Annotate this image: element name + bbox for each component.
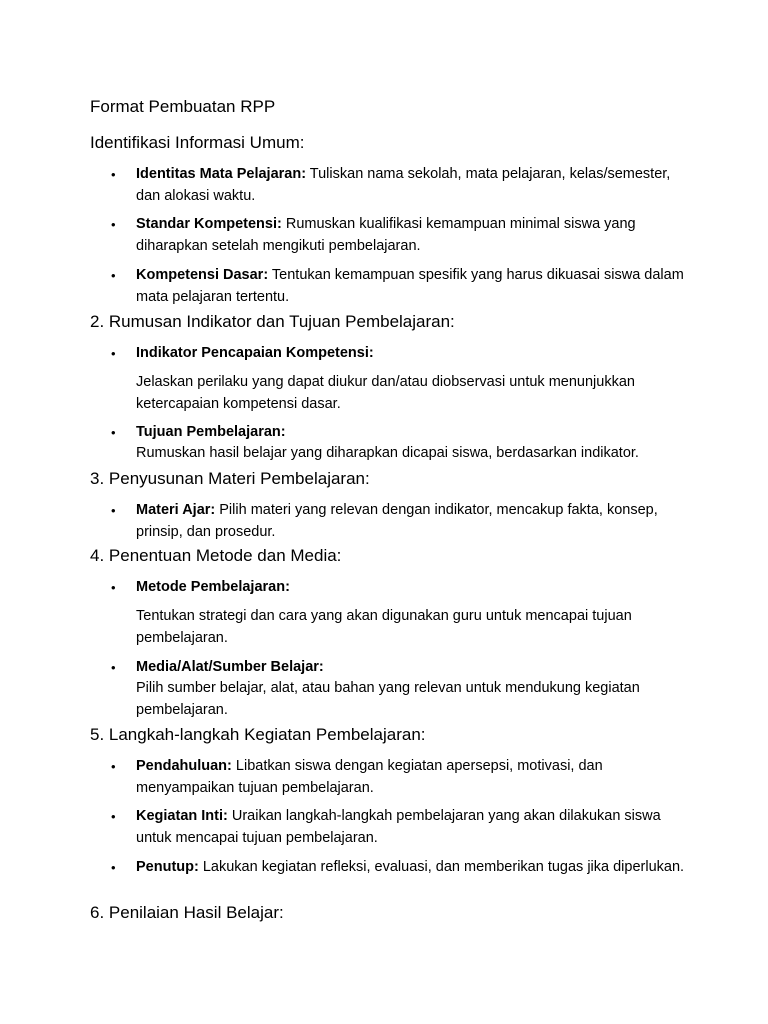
- list-item-tujuan: [111, 422, 696, 444]
- bullet-icon: •: [111, 167, 116, 182]
- item-label: Penutup:: [136, 859, 199, 875]
- bullet-icon: •: [111, 425, 116, 440]
- item-label: Kegiatan Inti:: [136, 808, 228, 824]
- item-text: Lakukan kegiatan refleksi, evaluasi, dan memberikan tugas jika diperlukan.: [198, 859, 685, 875]
- list-item-materi-ajar: [111, 500, 696, 543]
- section-heading-penilaian: 6. Penilaian Hasil Belajar:: [90, 903, 284, 922]
- item-text: Tentukan kemampuan spesifik yang harus dikuasai siswa dalam mata pelajaran tertentu.: [136, 267, 684, 305]
- item-label: Kompetensi Dasar:: [136, 267, 269, 283]
- item-text: Rumuskan kualifikasi kemampuan minimal siswa yang diharapkan setelah mengikuti pembelajaran.: [136, 216, 636, 254]
- bullet-icon: •: [111, 860, 116, 875]
- item-detail-metode: Tentukan strategi dan cara yang akan digunakan guru untuk mencapai tujuan pembelajaran.: [136, 608, 632, 646]
- list-item-metode: [111, 577, 696, 599]
- bullet-icon: •: [111, 759, 116, 774]
- bullet-icon: •: [111, 503, 116, 518]
- list-item-identitas: [111, 164, 696, 207]
- list-item-kompetensi-dasar: [111, 265, 696, 308]
- item-detail-tujuan: Rumuskan hasil belajar yang diharapkan dicapai siswa, berdasarkan indikator.: [136, 445, 639, 461]
- section-heading-indikator-tujuan: 2. Rumusan Indikator dan Tujuan Pembelajaran:: [90, 312, 455, 331]
- item-label: Tujuan Pembelajaran:: [136, 424, 286, 440]
- item-label: Media/Alat/Sumber Belajar:: [136, 659, 324, 675]
- section-heading-metode-media: 4. Penentuan Metode dan Media:: [90, 546, 342, 565]
- item-label: Indikator Pencapaian Kompetensi:: [136, 345, 374, 361]
- bullet-icon: •: [111, 660, 116, 675]
- bullet-icon: •: [111, 217, 116, 232]
- list-item-kegiatan-inti: [111, 806, 696, 849]
- item-label: Materi Ajar:: [136, 502, 216, 518]
- item-detail-media: Pilih sumber belajar, alat, atau bahan yang relevan untuk mendukung kegiatan pembelajaran.: [136, 680, 640, 718]
- list-item-indikator: [111, 343, 696, 365]
- bullet-icon: •: [111, 268, 116, 283]
- bullet-icon: •: [111, 346, 116, 361]
- item-label: Pendahuluan:: [136, 758, 232, 774]
- item-label: Standar Kompetensi:: [136, 216, 282, 232]
- item-text: Uraikan langkah-langkah pembelajaran yang akan dilakukan siswa untuk mencapai tujuan pembelajaran.: [136, 808, 661, 846]
- document-title: Format Pembuatan RPP: [90, 97, 276, 116]
- item-detail-indikator: Jelaskan perilaku yang dapat diukur dan/atau diobservasi untuk menunjukkan ketercapaian kompetensi dasar.: [136, 374, 635, 412]
- bullet-icon: •: [111, 809, 116, 824]
- item-label: Identitas Mata Pelajaran:: [136, 166, 307, 182]
- list-item-standar-kompetensi: [111, 214, 696, 257]
- section-heading-materi: 3. Penyusunan Materi Pembelajaran:: [90, 469, 370, 488]
- list-item-penutup: [111, 857, 696, 879]
- list-item-pendahuluan: [111, 756, 696, 799]
- item-text: Libatkan siswa dengan kegiatan apersepsi, motivasi, dan menyampaikan tujuan pembelajaran.: [136, 758, 603, 796]
- item-text: Tuliskan nama sekolah, mata pelajaran, kelas/semester, dan alokasi waktu.: [136, 166, 671, 204]
- section-heading-langkah: 5. Langkah-langkah Kegiatan Pembelajaran:: [90, 725, 426, 744]
- section-heading-identifikasi: Identifikasi Informasi Umum:: [90, 133, 305, 152]
- list-item-media: [111, 657, 696, 679]
- bullet-icon: •: [111, 580, 116, 595]
- item-text: Pilih materi yang relevan dengan indikator, mencakup fakta, konsep, prinsip, dan prosedur.: [136, 502, 658, 540]
- item-label: Metode Pembelajaran:: [136, 579, 290, 595]
